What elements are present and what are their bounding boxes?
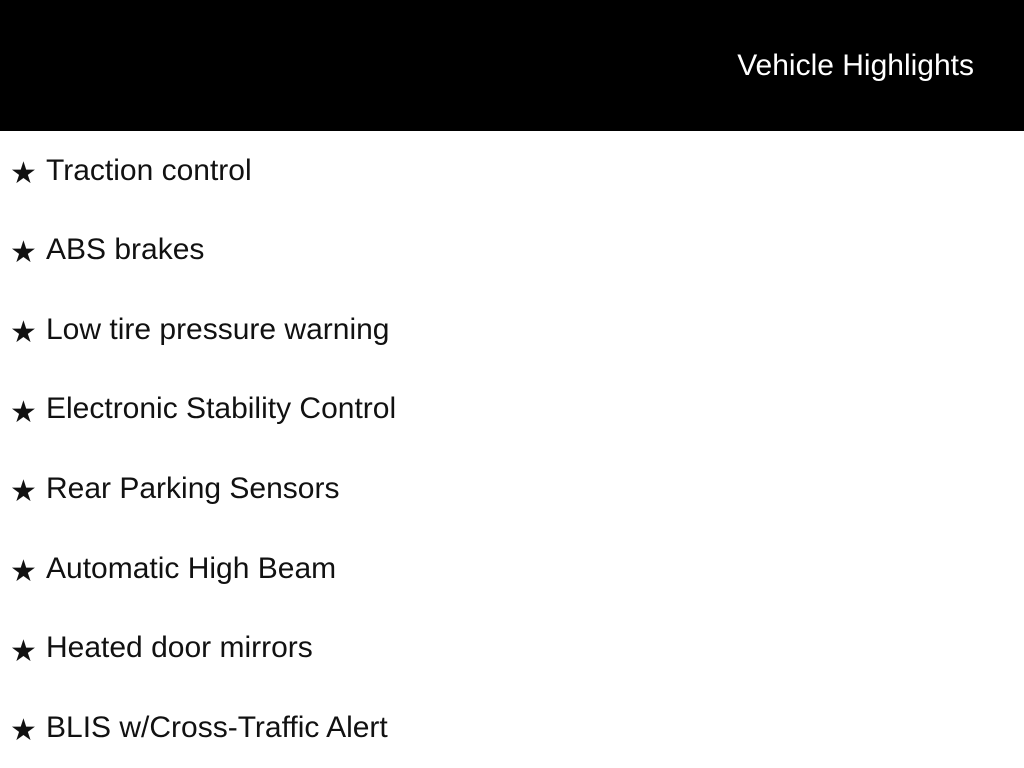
list-item (0, 450, 1024, 530)
page-title: Vehicle Highlights (737, 48, 974, 82)
star-bullet-icon: ★ (10, 474, 37, 510)
star-bullet-icon: ★ (10, 713, 37, 749)
header-bar (0, 0, 1024, 131)
list-item (0, 211, 1024, 291)
star-bullet-icon: ★ (10, 155, 37, 191)
list-item (0, 529, 1024, 609)
list-item (0, 609, 1024, 689)
star-bullet-icon: ★ (10, 553, 37, 589)
list-item (0, 370, 1024, 450)
list-item-label: Low tire pressure warning (46, 312, 390, 346)
list-item (0, 290, 1024, 370)
star-bullet-icon: ★ (10, 315, 37, 351)
list-item-label: Heated door mirrors (46, 631, 313, 665)
list-item (0, 131, 1024, 211)
star-bullet-icon: ★ (10, 633, 37, 669)
star-bullet-icon: ★ (10, 235, 37, 271)
list-item-label: BLIS w/Cross-Traffic Alert (46, 710, 388, 744)
list-item-label: Traction control (46, 153, 252, 187)
list-item-label: Electronic Stability Control (46, 392, 397, 426)
list-item-label: Rear Parking Sensors (46, 472, 340, 506)
list-item-label: Automatic High Beam (46, 551, 337, 585)
list-item (0, 688, 1024, 768)
star-bullet-icon: ★ (10, 394, 37, 430)
highlights-list (0, 131, 1024, 768)
list-item-label: ABS brakes (46, 233, 205, 267)
